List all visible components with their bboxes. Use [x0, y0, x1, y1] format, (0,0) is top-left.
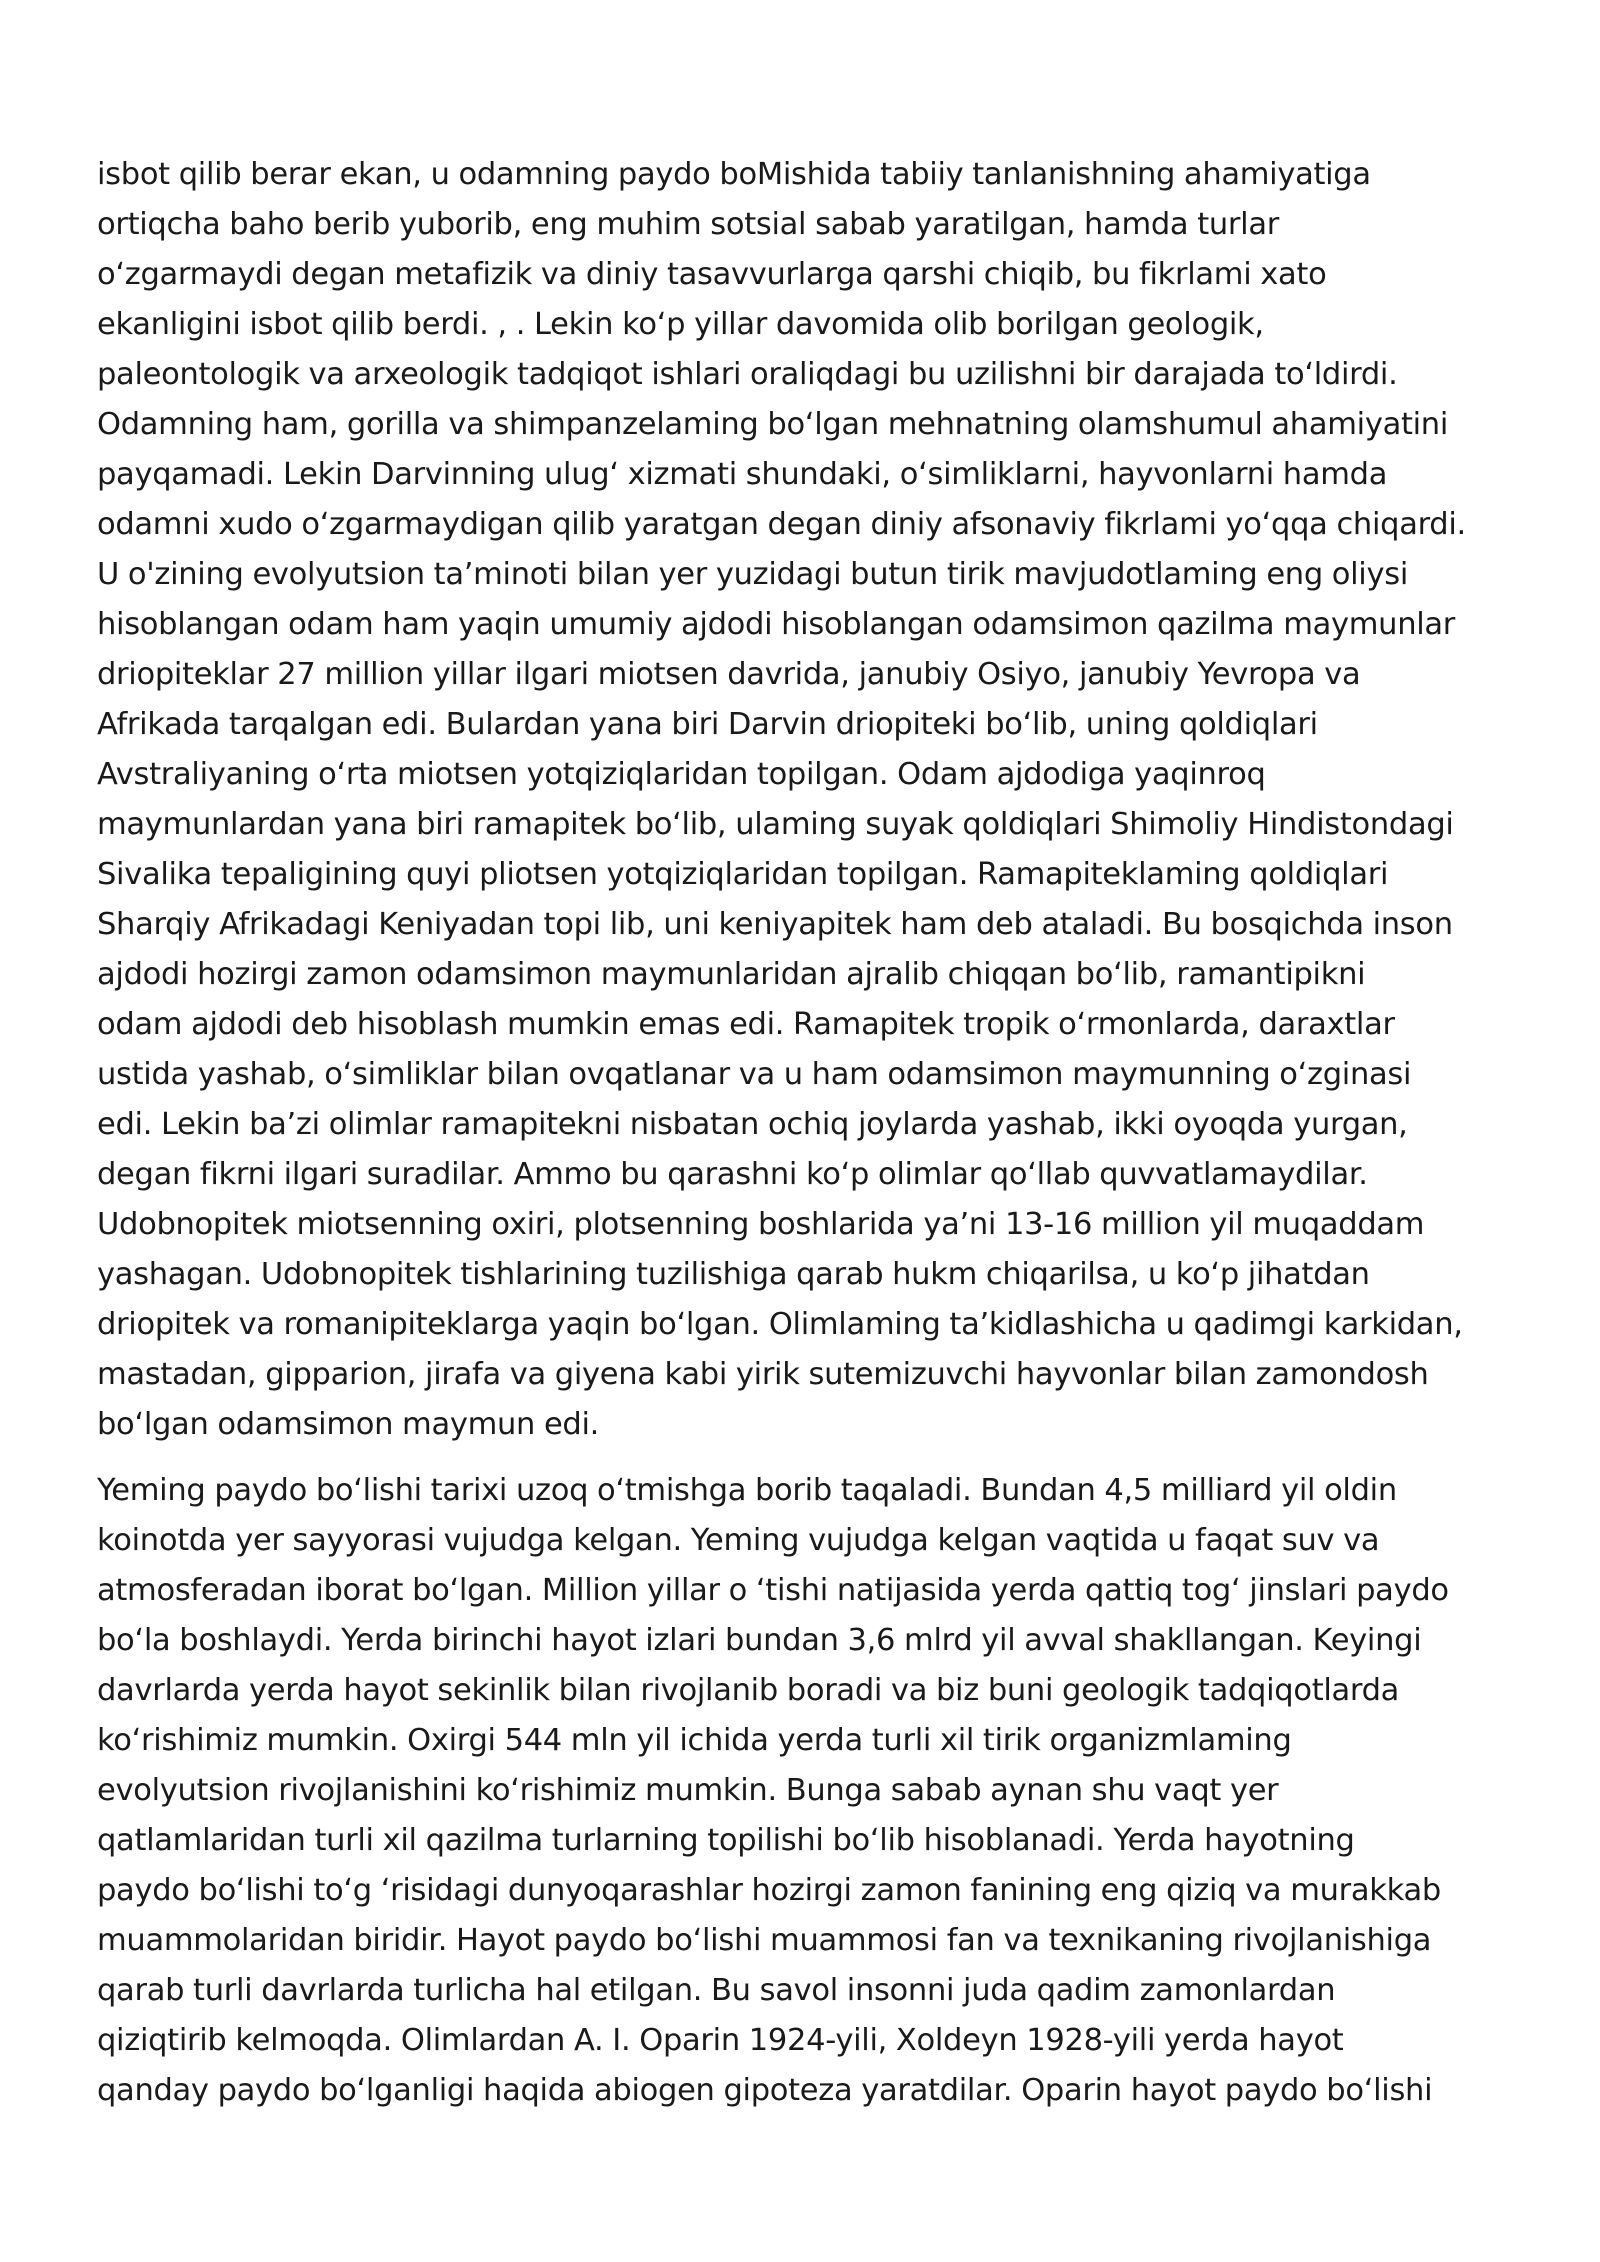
text-line: maymunlardan yana biri ramapitek bo‘lib, ulaming suyak qoldiqlari Shimoliy Hindistondagi: [97, 807, 1454, 842]
text-line: payqamadi. Lekin Darvinning ulug‘ xizmati shundaki, o‘simliklarni, hayvonlarni hamda: [97, 457, 1388, 492]
text-line: qanday paydo bo‘lganligi haqida abiogen gipoteza yaratdilar. Oparin hayot paydo bo‘lishi: [97, 2073, 1433, 2108]
text-line: odam ajdodi deb hisoblash mumkin emas edi. Ramapitek tropik o‘rmonlarda, daraxtlar: [97, 1007, 1395, 1042]
text-line: qarab turli davrlarda turlicha hal etilgan. Bu savol insonni juda qadim zamonlardan: [97, 1973, 1336, 2008]
text-line: davrlarda yerda hayot sekinlik bilan rivojlanib boradi va biz buni geologik tadqiqotlarda: [97, 1673, 1400, 1708]
text-line: Sivalika tepaligining quyi pliotsen yotqiziqlaridan topilgan. Ramapiteklaming qoldiqlari: [97, 857, 1389, 892]
text-line: bo‘la boshlaydi. Yerda birinchi hayot izlari bundan 3,6 mlrd yil avval shakllangan. Keyingi: [97, 1623, 1422, 1658]
text-line: mastadan, gipparion, jirafa va giyena kabi yirik sutemizuvchi hayvonlar bilan zamondosh: [97, 1357, 1429, 1392]
document-body: [97, 150, 1517, 2116]
text-line: atmosferadan iborat bo‘lgan. Million yillar o ‘tishi natijasida yerda qattiq tog‘ jinslari paydo: [97, 1573, 1449, 1608]
text-line: isbot qilib berar ekan, u odamning paydo boMishida tabiiy tanlanishning ahamiyatiga: [97, 157, 1371, 192]
text-line: driopiteklar 27 million yillar ilgari miotsen davrida, janubiy Osiyo, janubiy Yevropa va: [97, 657, 1361, 692]
text-line: muammolaridan biridir. Hayot paydo bo‘lishi muammosi fan va texnikaning rivojlanishiga: [97, 1923, 1432, 1958]
text-line: qiziqtirib kelmoqda. Olimlardan A. I. Oparin 1924-yili, Xoldeyn 1928-yili yerda hayot: [97, 2023, 1344, 2058]
text-line: evolyutsion rivojlanishini ko‘rishimiz mumkin. Bunga sabab aynan shu vaqt yer: [97, 1773, 1279, 1808]
text-line: U o'zining evolyutsion ta’minoti bilan yer yuzidagi butun tirik mavjudotlaming eng oliysi: [97, 557, 1408, 592]
text-line: ortiqcha baho berib yuborib, eng muhim sotsial sabab yaratilgan, hamda turlar: [97, 207, 1279, 242]
text-line: ajdodi hozirgi zamon odamsimon maymunlaridan ajralib chiqqan bo‘lib, ramantipikni: [97, 957, 1366, 992]
text-line: degan fikrni ilgari suradilar. Ammo bu qarashni ko‘p olimlar qo‘llab quvvatlamaydilar.: [97, 1157, 1368, 1192]
text-line: Sharqiy Afrikadagi Keniyadan topi lib, uni keniyapitek ham deb ataladi. Bu bosqichda inson: [97, 907, 1453, 942]
text-line: koinotda yer sayyorasi vujudga kelgan. Yeming vujudga kelgan vaqtida u faqat suv va: [97, 1523, 1380, 1558]
text-line: Odamning ham, gorilla va shimpanzelaming bo‘lgan mehnatning olamshumul ahamiyatini: [97, 407, 1448, 442]
text-line: edi. Lekin ba’zi olimlar ramapitekni nisbatan ochiq joylarda yashab, ikki oyoqda yurgan,: [97, 1107, 1408, 1142]
paragraph-2: [97, 1466, 1517, 2116]
text-line: ekanligini isbot qilib berdi. , . Lekin ko‘p yillar davomida olib borilgan geologik,: [97, 307, 1264, 342]
text-line: bo‘lgan odamsimon maymun edi.: [97, 1407, 600, 1442]
text-line: yashagan. Udobnopitek tishlarining tuzilishiga qarab hukm chiqarilsa, u ko‘p jihatdan: [97, 1257, 1370, 1292]
text-line: Udobnopitek miotsenning oxiri, plotsenning boshlarida ya’ni 13-16 million yil muqaddam: [97, 1207, 1425, 1242]
text-line: qatlamlaridan turli xil qazilma turlarning topilishi bo‘lib hisoblanadi. Yerda hayotning: [97, 1823, 1355, 1858]
paragraph-1: [97, 150, 1517, 1450]
text-line: Avstraliyaning o‘rta miotsen yotqiziqlaridan topilgan. Odam ajdodiga yaqinroq: [97, 757, 1266, 792]
text-line: ustida yashab, o‘simliklar bilan ovqatlanar va u ham odamsimon maymunning o‘zginasi: [97, 1057, 1412, 1092]
text-line: paydo bo‘lishi to‘g ‘risidagi dunyoqarashlar hozirgi zamon fanining eng qiziq va murakkab: [97, 1873, 1441, 1908]
text-line: hisoblangan odam ham yaqin umumiy ajdodi hisoblangan odamsimon qazilma maymunlar: [97, 607, 1456, 642]
text-line: driopitek va romanipiteklarga yaqin bo‘lgan. Olimlaming ta’kidlashicha u qadimgi karkidan,: [97, 1307, 1463, 1342]
text-line: o‘zgarmaydi degan metafizik va diniy tasavvurlarga qarshi chiqib, bu fikrlami xato: [97, 257, 1327, 292]
text-line: ko‘rishimiz mumkin. Oxirgi 544 mln yil ichida yerda turli xil tirik organizmlaming: [97, 1723, 1292, 1758]
text-line: Yeming paydo bo‘lishi tarixi uzoq o‘tmishga borib taqaladi. Bundan 4,5 milliard yil oldin: [97, 1473, 1397, 1508]
text-line: odamni xudo o‘zgarmaydigan qilib yaratgan degan diniy afsonaviy fikrlami yo‘qqa chiqardi.: [97, 507, 1466, 542]
text-line: Afrikada tarqalgan edi. Bulardan yana biri Darvin driopiteki bo‘lib, uning qoldiqlari: [97, 707, 1318, 742]
text-line: paleontologik va arxeologik tadqiqot ishlari oraliqdagi bu uzilishni bir darajada to‘ldirdi.: [97, 357, 1398, 392]
